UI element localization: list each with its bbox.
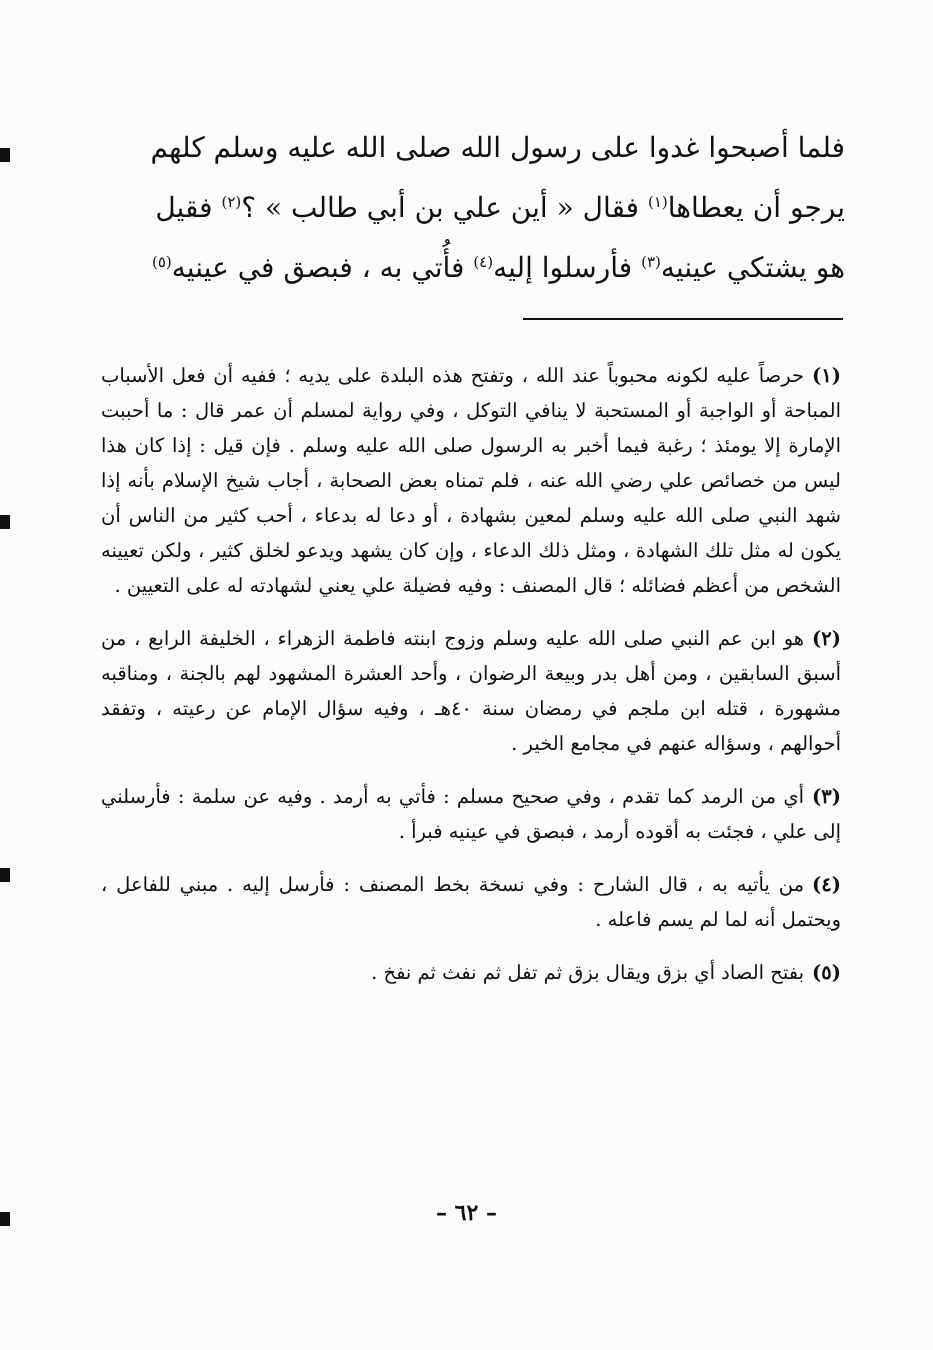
scan-edge-mark (0, 1212, 10, 1226)
footnote-marker-1[interactable]: (١) (647, 193, 668, 211)
footnote-3 (101, 779, 841, 849)
footnotes (101, 358, 841, 1008)
footnote-number: (١) (812, 364, 841, 387)
footnote-number: (٢) (812, 627, 841, 650)
scan-edge-mark (0, 868, 10, 882)
main-line-2 (105, 178, 845, 238)
scan-edge-mark (0, 515, 10, 529)
footnote-2 (101, 621, 841, 761)
main-segment: فأرسلوا إليه (493, 251, 633, 284)
footnote-text: هو ابن عم النبي صلى الله عليه وسلم وزوج ابنته فاطمة الزهراء ، الخليفة الرابع ، من أسبق السابقين ، ومن أهل بدر وبيعة الرضوان ، وأحد العشرة المشهود لهم بالجنة ، ومناقبه مشهورة ، قتله ابن ملجم في رمضان سنة ٤٠هـ ، وفيه سؤال الإمام عن رعيته ، وتفقد أحوالهم ، وسؤاله عنهم في مجامع الخير . (101, 627, 841, 755)
footnote-text: أي من الرمد كما تقدم ، وفي صحيح مسلم : فأتي به أرمد . وفيه عن سلمة : فأرسلني إلى علي ، فجئت به أقوده أرمد ، فبصق في عينيه فبرأ . (101, 785, 841, 843)
footnote-text: من يأتيه به ، قال الشارح : وفي نسخة بخط المصنف : فأرسل إليه . مبني للفاعل ، ويحتمل أنه لما لم يسم فاعله . (101, 873, 841, 931)
footnote-4 (101, 867, 841, 937)
footnote-5 (101, 955, 841, 990)
main-line-3 (105, 238, 845, 298)
main-line-1: فلما أصبحوا غدوا على رسول الله صلى الله عليه وسلم كلهم (150, 131, 845, 164)
main-segment: هو يشتكي عينيه (660, 251, 845, 284)
footnote-text: بفتح الصاد أي بزق ويقال بزق ثم تفل ثم نفث ثم نفخ . (371, 961, 805, 984)
scan-edge-mark (0, 148, 10, 162)
footnote-marker-4[interactable]: (٤) (473, 253, 494, 271)
footnote-number: (٣) (812, 785, 841, 808)
footnote-marker-2[interactable]: (٢) (221, 193, 242, 211)
footnote-separator (523, 318, 843, 320)
footnote-1 (101, 358, 841, 603)
footnote-number: (٥) (812, 961, 841, 984)
footnote-marker-3[interactable]: (٣) (641, 253, 661, 271)
page-number: – ٦٢ – (436, 1200, 497, 1226)
main-segment: فأُتي به ، فبصق في عينيه (171, 251, 465, 284)
footnote-number: (٤) (812, 873, 841, 896)
main-segment: فقال « أين علي بن أبي طالب » ؟ (241, 191, 640, 224)
main-text (105, 118, 845, 298)
footnote-marker-5[interactable]: (٥) (151, 253, 172, 271)
main-segment: يرجو أن يعطاها (667, 191, 845, 224)
footnote-text: حرصاً عليه لكونه محبوباً عند الله ، وتفتح هذه البلدة على يديه ؛ ففيه أن فعل الأسباب المباحة أو الواجبة أو المستحبة لا ينافي التوكل ، وفي رواية لمسلم أن عمر قال : ما أحببت الإمارة إلا يومئذ ؛ رغبة فيما أخبر به الرسول صلى الله عليه وسلم . فإن قيل : إذا كان هذا ليس من خصائص علي رضي الله عنه ، فلم تمناه بعض الصحابة ، أجاب شيخ الإسلام بأنه إذا شهد النبي صلى الله عليه وسلم لمعين بشهادة ، أو دعا له بدعاء ، أحب كثير من الناس أن يكون له مثل تلك الشهادة ، ومثل ذلك الدعاء ، وإن كان يشهد ويدعو لخلق كثير ، ولكن تعيينه الشخص من أعظم فضائله ؛ قال المصنف : وفيه فضيلة علي يعني لشهادته له على التعيين . (101, 364, 841, 597)
main-segment: فقيل (155, 191, 213, 224)
